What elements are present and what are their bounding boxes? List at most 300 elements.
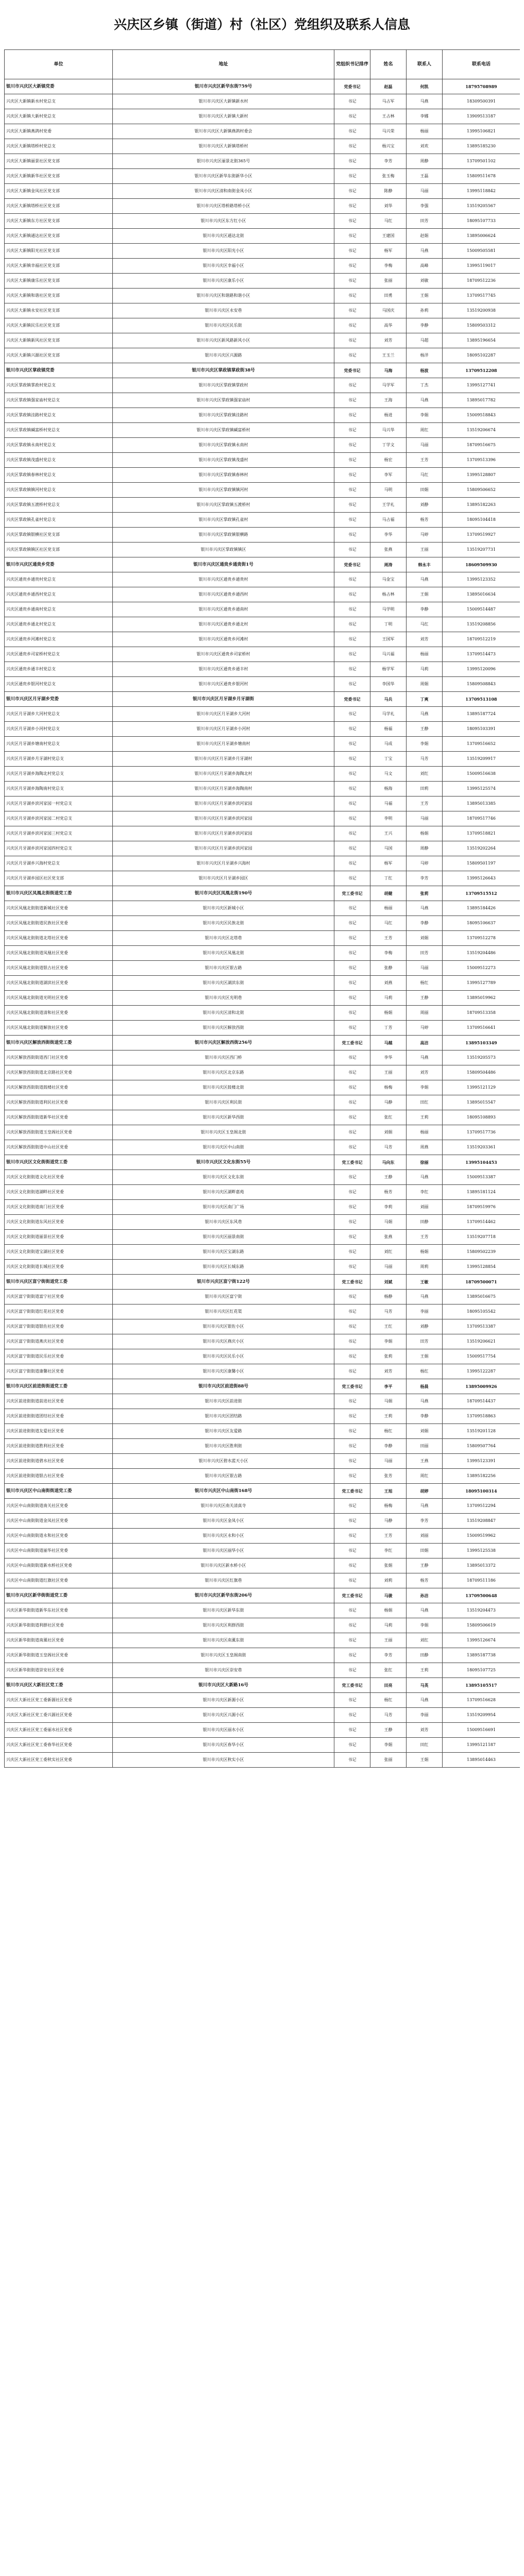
cell-name: 李平 [370, 1379, 407, 1394]
table-row [5, 1334, 520, 1349]
cell-rank: 书记 [334, 289, 370, 303]
cell-rank: 书记 [334, 1080, 370, 1095]
cell-name: 马丽 [370, 1454, 407, 1469]
cell-address: 银川市兴庆区掌政镇掌政街38号 [113, 363, 334, 378]
table-row [5, 363, 520, 378]
cell-rank: 书记 [334, 1663, 370, 1678]
header-phone: 联系电话 [443, 50, 520, 79]
cell-address: 银川市兴庆区清和北街 [113, 1006, 334, 1021]
contact-table [4, 49, 520, 1768]
cell-address: 银川市兴庆区新华东街759号 [113, 79, 334, 94]
cell-contact: 马丽 [407, 184, 443, 199]
cell-name: 王静 [370, 1723, 407, 1738]
cell-rank: 书记 [334, 677, 370, 692]
table-row [5, 946, 520, 961]
cell-unit: 兴庆区通贵乡通贵村党总支 [5, 572, 113, 587]
cell-unit: 兴庆区月牙湖乡小河村党总支 [5, 722, 113, 737]
table-row [5, 1603, 520, 1618]
cell-unit: 兴庆区中山南街街道南关社区党委 [5, 1499, 113, 1514]
cell-address: 银川市兴庆区丽景南街 [113, 1230, 334, 1245]
cell-name: 丁明 [370, 617, 407, 632]
cell-rank: 书记 [334, 468, 370, 483]
cell-address: 银川市兴庆区永和小区 [113, 1529, 334, 1544]
cell-name: 杨红 [370, 1693, 407, 1708]
cell-address: 银川市兴庆区通贵乡通贵街1号 [113, 557, 334, 572]
cell-unit: 兴庆区文化街街道文化社区党委 [5, 1170, 113, 1185]
table-row [5, 1110, 520, 1125]
cell-name: 王丽 [370, 1065, 407, 1080]
cell-name: 刘芳 [370, 333, 407, 348]
cell-name: 马兴福 [370, 647, 407, 662]
table-row [5, 259, 520, 274]
cell-rank: 书记 [334, 1110, 370, 1125]
cell-unit: 银川市兴庆区月牙湖乡党委 [5, 692, 113, 707]
cell-contact: 李静 [407, 916, 443, 931]
cell-rank: 书记 [334, 1215, 370, 1230]
table-row [5, 184, 520, 199]
cell-contact: 马燕 [407, 572, 443, 587]
table-row [5, 557, 520, 572]
cell-name: 李华 [370, 1050, 407, 1065]
cell-phone: 18095105542 [443, 1304, 520, 1319]
table-row [5, 1484, 520, 1499]
table-row [5, 289, 520, 303]
cell-address: 银川市兴庆区掌政镇强家庙村 [113, 393, 334, 408]
cell-phone: 13519205567 [443, 199, 520, 214]
cell-name: 胡健 [370, 886, 407, 901]
cell-phone: 13895009926 [443, 1379, 520, 1394]
cell-contact: 王静 [407, 722, 443, 737]
cell-unit: 兴庆区解放西街街道中山社区党委 [5, 1140, 113, 1155]
table-row [5, 722, 520, 737]
cell-address: 银川市兴庆区丽水小区 [113, 1723, 334, 1738]
cell-contact: 马燕 [407, 94, 443, 109]
cell-contact: 马婷 [407, 1021, 443, 1036]
cell-unit: 兴庆区解放西街街道新华社区党委 [5, 1110, 113, 1125]
cell-unit: 银川市兴庆区掌政镇党委 [5, 363, 113, 378]
cell-phone: 13895185230 [443, 139, 520, 154]
cell-rank: 书记 [334, 1529, 370, 1544]
cell-name: 马静 [370, 1514, 407, 1529]
cell-phone: 13995128854 [443, 1260, 520, 1275]
cell-phone: 13519206621 [443, 1334, 520, 1349]
cell-phone: 13895015547 [443, 1095, 520, 1110]
cell-rank: 书记 [334, 1469, 370, 1484]
cell-contact: 田芳 [407, 946, 443, 961]
cell-rank: 书记 [334, 1723, 370, 1738]
cell-unit: 兴庆区前进街街道胜利社区党委 [5, 1439, 113, 1454]
cell-address: 银川市兴庆区中山南街 [113, 1140, 334, 1155]
cell-unit: 银川市兴庆区大新社区党工委 [5, 1678, 113, 1693]
cell-unit: 兴庆区大新镇新水村党总支 [5, 94, 113, 109]
cell-unit: 兴庆区凤凰北街街道民族社区党委 [5, 916, 113, 931]
cell-phone: 13709513387 [443, 1319, 520, 1334]
table-row [5, 274, 520, 289]
cell-address: 银川市兴庆区民族北街 [113, 916, 334, 931]
cell-phone: 13995125574 [443, 782, 520, 796]
cell-unit: 兴庆区文化街街道长城社区党委 [5, 1260, 113, 1275]
cell-contact: 刘丽 [407, 1529, 443, 1544]
table-row [5, 199, 520, 214]
cell-unit: 兴庆区大新社区党工委春华社区党委 [5, 1738, 113, 1753]
cell-unit: 兴庆区文化街街道东风社区党委 [5, 1215, 113, 1230]
cell-contact: 马芳 [407, 752, 443, 767]
cell-unit: 兴庆区大新镇金凤社区党支部 [5, 184, 113, 199]
cell-rank: 书记 [334, 826, 370, 841]
cell-name: 王芳 [370, 931, 407, 946]
cell-contact: 马燕 [407, 1050, 443, 1065]
cell-phone: 15809507764 [443, 1439, 520, 1454]
cell-unit: 兴庆区文化街街道丽景社区党委 [5, 1230, 113, 1245]
cell-phone: 13519209917 [443, 752, 520, 767]
cell-unit: 兴庆区大新镇民乐社区党支部 [5, 318, 113, 333]
cell-rank: 党委书记 [334, 363, 370, 378]
table-row [5, 1379, 520, 1394]
cell-contact: 马燕 [407, 393, 443, 408]
cell-unit: 兴庆区中山南街街道红旗社区党委 [5, 1573, 113, 1588]
cell-rank: 书记 [334, 1753, 370, 1768]
cell-rank: 书记 [334, 438, 370, 453]
cell-phone: 13995122287 [443, 1364, 520, 1379]
cell-rank: 书记 [334, 1200, 370, 1215]
cell-address: 银川市兴庆区兴源小区 [113, 1708, 334, 1723]
cell-rank: 党委书记 [334, 79, 370, 94]
cell-address: 银川市兴庆区掌政镇春林村 [113, 468, 334, 483]
cell-phone: 13895105517 [443, 1678, 520, 1693]
cell-rank: 书记 [334, 976, 370, 991]
cell-rank: 书记 [334, 453, 370, 468]
table-row [5, 1290, 520, 1304]
cell-name: 丁宝 [370, 752, 407, 767]
cell-unit: 兴庆区新华街街道南薰社区党委 [5, 1633, 113, 1648]
cell-name: 刘斌 [370, 1275, 407, 1290]
cell-address: 银川市兴庆区月牙湖乡塘南村 [113, 737, 334, 752]
cell-name: 杨宏 [370, 453, 407, 468]
table-row [5, 453, 520, 468]
table-row [5, 572, 520, 587]
cell-contact: 田娟 [407, 1544, 443, 1558]
cell-address: 银川市兴庆区掌政镇镇区 [113, 543, 334, 557]
cell-unit: 兴庆区通贵乡司家桥村党总支 [5, 647, 113, 662]
table-row [5, 1140, 520, 1155]
cell-address: 银川市兴庆区清和南街金凤小区 [113, 184, 334, 199]
cell-phone: 13519204473 [443, 1603, 520, 1618]
cell-contact: 王芳 [407, 453, 443, 468]
cell-name: 李明 [370, 811, 407, 826]
cell-phone: 13709513108 [443, 692, 520, 707]
table-row [5, 662, 520, 677]
cell-contact: 王静 [407, 1558, 443, 1573]
cell-unit: 兴庆区凤凰北街街道北塔社区党委 [5, 931, 113, 946]
cell-name: 马骏 [370, 1588, 407, 1603]
cell-contact: 刘娟 [407, 1424, 443, 1439]
cell-rank: 书记 [334, 1648, 370, 1663]
cell-phone: 15809501197 [443, 856, 520, 871]
cell-unit: 兴庆区月牙湖乡滨河家园一村党总支 [5, 796, 113, 811]
cell-unit: 兴庆区月牙湖乡滨河家园二村党总支 [5, 811, 113, 826]
table-row [5, 1738, 520, 1753]
cell-address: 银川市兴庆区月牙湖乡月牙湖村 [113, 752, 334, 767]
cell-address: 银川市兴庆区湖滨东街 [113, 976, 334, 991]
cell-phone: 13995123352 [443, 572, 520, 587]
table-row [5, 767, 520, 782]
cell-name: 马娟 [370, 1215, 407, 1230]
cell-unit: 兴庆区大新镇新风社区党支部 [5, 333, 113, 348]
cell-address: 银川市兴庆区通贵乡通北村 [113, 617, 334, 632]
cell-address: 银川市兴庆区金凤小区 [113, 1514, 334, 1529]
cell-contact: 杨丽 [407, 647, 443, 662]
table-row [5, 124, 520, 139]
cell-contact: 周燕 [407, 1140, 443, 1155]
cell-unit: 兴庆区前进街街道团结社区党委 [5, 1409, 113, 1424]
table-row [5, 886, 520, 901]
cell-name: 马学明 [370, 602, 407, 617]
cell-address: 银川市兴庆区民乐小区 [113, 1349, 334, 1364]
table-row [5, 438, 520, 453]
cell-unit: 兴庆区大新镇康乐社区党支部 [5, 274, 113, 289]
table-row [5, 1693, 520, 1708]
cell-phone: 18609509930 [443, 557, 520, 572]
table-row [5, 1394, 520, 1409]
cell-phone: 18709511186 [443, 1573, 520, 1588]
cell-rank: 书记 [334, 1185, 370, 1200]
cell-contact: 王娟 [407, 1753, 443, 1768]
cell-unit: 兴庆区通贵乡通北村党总支 [5, 617, 113, 632]
table-row [5, 1319, 520, 1334]
cell-contact: 马丽 [407, 811, 443, 826]
cell-name: 李梅 [370, 946, 407, 961]
table-row [5, 139, 520, 154]
cell-rank: 党工委书记 [334, 1588, 370, 1603]
cell-contact: 马莉 [407, 662, 443, 677]
cell-unit: 兴庆区前进街街道银古社区党委 [5, 1469, 113, 1484]
cell-rank: 党工委书记 [334, 886, 370, 901]
cell-name: 李国华 [370, 677, 407, 692]
cell-address: 银川市兴庆区月牙湖乡滨河家园 [113, 811, 334, 826]
cell-address: 银川市兴庆区银古路 [113, 1469, 334, 1484]
cell-phone: 13895013385 [443, 796, 520, 811]
cell-rank: 书记 [334, 1170, 370, 1185]
cell-contact: 孙洁 [407, 1588, 443, 1603]
cell-unit: 兴庆区大新社区党工委丽水社区党委 [5, 1723, 113, 1738]
cell-rank: 书记 [334, 318, 370, 333]
cell-phone: 18095103391 [443, 722, 520, 737]
cell-unit: 兴庆区解放西街街道利民社区党委 [5, 1095, 113, 1110]
cell-contact: 刘芳 [407, 1723, 443, 1738]
table-row [5, 961, 520, 976]
cell-address: 银川市兴庆区新水桥小区 [113, 1558, 334, 1573]
cell-contact: 孙莉 [407, 303, 443, 318]
cell-address: 银川市兴庆区银佐小区 [113, 1319, 334, 1334]
table-row [5, 483, 520, 498]
cell-contact: 王燕 [407, 1454, 443, 1469]
table-row [5, 1648, 520, 1663]
cell-unit: 兴庆区大新镇和谐社区党支部 [5, 289, 113, 303]
cell-rank: 书记 [334, 184, 370, 199]
table-row [5, 1633, 520, 1648]
cell-contact: 马燕 [407, 707, 443, 722]
cell-rank: 书记 [334, 139, 370, 154]
cell-phone: 13709518821 [443, 826, 520, 841]
cell-contact: 李芳 [407, 871, 443, 886]
cell-contact: 王丽 [407, 543, 443, 557]
cell-phone: 13519208856 [443, 617, 520, 632]
cell-name: 周涛 [370, 557, 407, 572]
cell-contact: 田红 [407, 1738, 443, 1753]
cell-phone: 18095104418 [443, 513, 520, 528]
cell-rank: 书记 [334, 931, 370, 946]
cell-contact: 杨芳 [407, 513, 443, 528]
cell-address: 银川市兴庆区燕庆小区 [113, 1334, 334, 1349]
cell-address: 银川市兴庆区胜利街 [113, 1439, 334, 1454]
cell-address: 银川市兴庆区月牙湖乡滨河家园 [113, 841, 334, 856]
cell-phone: 15009512273 [443, 961, 520, 976]
cell-address: 银川市兴庆区掌政镇茂盛村 [113, 453, 334, 468]
cell-unit: 兴庆区大新镇塔桥社区党支部 [5, 199, 113, 214]
table-row [5, 1349, 520, 1364]
cell-rank: 书记 [334, 1499, 370, 1514]
cell-name: 李红 [370, 1544, 407, 1558]
cell-address: 银川市兴庆区友爱路 [113, 1424, 334, 1439]
cell-phone: 13995121129 [443, 1080, 520, 1095]
cell-unit: 兴庆区凤凰北街街道湖滨社区党委 [5, 976, 113, 991]
cell-address: 银川市兴庆区中山南街168号 [113, 1484, 334, 1499]
table-row [5, 916, 520, 931]
cell-unit: 兴庆区掌政镇永南村党总支 [5, 438, 113, 453]
cell-address: 银川市兴庆区月牙湖乡滨河家园 [113, 796, 334, 811]
cell-phone: 18795708989 [443, 79, 520, 94]
cell-rank: 书记 [334, 707, 370, 722]
cell-phone: 15009516638 [443, 767, 520, 782]
cell-address: 银川市兴庆区塔桥路塔桥小区 [113, 199, 334, 214]
cell-contact: 高洁 [407, 1036, 443, 1050]
cell-name: 王兴 [370, 826, 407, 841]
table-row [5, 976, 520, 991]
cell-rank: 书记 [334, 1260, 370, 1275]
cell-name: 马向东 [370, 1155, 407, 1170]
cell-phone: 15809506652 [443, 483, 520, 498]
cell-unit: 兴庆区月牙湖乡滨河家园四村党总支 [5, 841, 113, 856]
cell-rank: 书记 [334, 737, 370, 752]
cell-phone: 13709500648 [443, 1588, 520, 1603]
cell-rank: 书记 [334, 587, 370, 602]
cell-address: 银川市兴庆区掌政镇银横路 [113, 528, 334, 543]
table-row [5, 244, 520, 259]
table-row [5, 423, 520, 438]
cell-unit: 兴庆区富宁街街道红花社区党委 [5, 1304, 113, 1319]
cell-rank: 书记 [334, 333, 370, 348]
cell-phone: 13709512278 [443, 931, 520, 946]
table-row [5, 1723, 520, 1738]
cell-address: 银川市兴庆区通贵乡通西村 [113, 587, 334, 602]
cell-rank: 书记 [334, 1095, 370, 1110]
cell-name: 马丽 [370, 1260, 407, 1275]
cell-phone: 18709516675 [443, 438, 520, 453]
cell-address: 银川市兴庆区掌政镇洼路村 [113, 408, 334, 423]
table-row [5, 1275, 520, 1290]
table-row [5, 707, 520, 722]
cell-contact: 李丽 [407, 1304, 443, 1319]
cell-rank: 书记 [334, 378, 370, 393]
table-row [5, 1409, 520, 1424]
cell-phone: 13995106821 [443, 124, 520, 139]
cell-address: 银川市兴庆区掌政镇孔雀村 [113, 513, 334, 528]
cell-unit: 兴庆区掌政镇茂盛村党总支 [5, 453, 113, 468]
cell-rank: 党工委书记 [334, 1379, 370, 1394]
cell-rank: 书记 [334, 528, 370, 543]
cell-address: 银川市兴庆区春华小区 [113, 1738, 334, 1753]
cell-unit: 兴庆区文化街街道宝湖社区党委 [5, 1245, 113, 1260]
cell-rank: 书记 [334, 169, 370, 184]
cell-contact: 王芳 [407, 1230, 443, 1245]
cell-unit: 兴庆区掌政镇镇河村党总支 [5, 483, 113, 498]
cell-name: 马福 [370, 796, 407, 811]
cell-name: 赵磊 [370, 79, 407, 94]
table-row [5, 169, 520, 184]
cell-address: 银川市兴庆区月牙湖乡园区 [113, 871, 334, 886]
cell-unit: 兴庆区新华街街道崇安社区党委 [5, 1663, 113, 1678]
cell-address: 银川市兴庆区新风路新风小区 [113, 333, 334, 348]
cell-phone: 13895103349 [443, 1036, 520, 1050]
cell-name: 张娟 [370, 1558, 407, 1573]
cell-address: 银川市兴庆区和谐路和谐小区 [113, 289, 334, 303]
table-row [5, 1618, 520, 1633]
cell-unit: 兴庆区大新镇幸福社区党支部 [5, 259, 113, 274]
cell-unit: 兴庆区凤凰北街街道凤凰社区党委 [5, 946, 113, 961]
cell-name: 张丽 [370, 1753, 407, 1768]
cell-address: 银川市兴庆区兴源路 [113, 348, 334, 363]
cell-unit: 兴庆区前进街街道友爱社区党委 [5, 1424, 113, 1439]
cell-contact: 杨丽 [407, 1125, 443, 1140]
cell-name: 王占林 [370, 109, 407, 124]
cell-phone: 13709517745 [443, 289, 520, 303]
cell-phone: 13995120096 [443, 662, 520, 677]
cell-contact: 李静 [407, 1409, 443, 1424]
cell-rank: 书记 [334, 1738, 370, 1753]
table-row [5, 79, 520, 94]
cell-contact: 杨娟 [407, 1245, 443, 1260]
cell-phone: 15009514487 [443, 602, 520, 617]
cell-unit: 兴庆区富宁街街道民乐社区党委 [5, 1349, 113, 1364]
cell-rank: 书记 [334, 722, 370, 737]
table-row [5, 498, 520, 513]
cell-name: 丁芳 [370, 1021, 407, 1036]
cell-rank: 书记 [334, 752, 370, 767]
table-row [5, 109, 520, 124]
cell-phone: 15009505581 [443, 244, 520, 259]
cell-address: 银川市兴庆区东风巷 [113, 1215, 334, 1230]
cell-phone: 13895013372 [443, 1558, 520, 1573]
cell-address: 银川市兴庆区凤凰北街 [113, 946, 334, 961]
cell-rank: 书记 [334, 1125, 370, 1140]
cell-name: 张芳 [370, 1469, 407, 1484]
table-row [5, 1036, 520, 1050]
cell-contact: 刘敏 [407, 274, 443, 289]
cell-address: 银川市兴庆区通贵乡通南村 [113, 602, 334, 617]
cell-unit: 兴庆区凤凰北街街道解放社区党委 [5, 1021, 113, 1036]
cell-phone: 13995126674 [443, 1633, 520, 1648]
cell-unit: 兴庆区凤凰北街街道新城社区党委 [5, 901, 113, 916]
cell-address: 银川市兴庆区康乐小区 [113, 274, 334, 289]
cell-unit: 兴庆区通贵乡通南村党总支 [5, 602, 113, 617]
cell-rank: 书记 [334, 1558, 370, 1573]
cell-contact: 马丽 [407, 438, 443, 453]
cell-address: 银川市兴庆区玉皇阁北街 [113, 1125, 334, 1140]
cell-phone: 13895006624 [443, 229, 520, 244]
cell-phone: 13895196654 [443, 333, 520, 348]
cell-unit: 兴庆区凤凰北街街道清和社区党委 [5, 1006, 113, 1021]
table-row [5, 1469, 520, 1484]
